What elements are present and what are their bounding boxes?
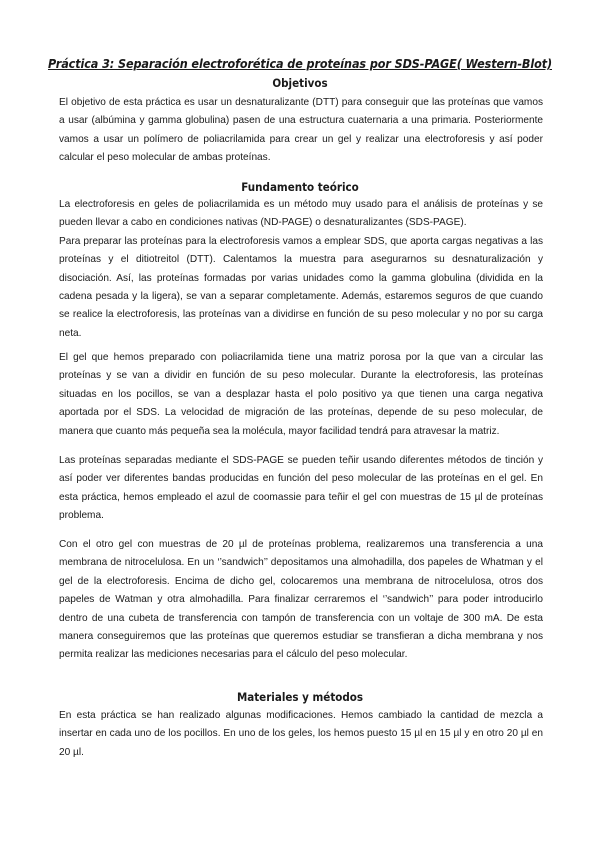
paragraph-fundamento-3 [59, 452, 543, 526]
document-title: Práctica 3: Separación electroforética de proteínas por SDS-PAGE( Western-Blot) [47, 57, 553, 71]
paragraph-materiales [59, 707, 543, 762]
paragraph-objetivos [59, 94, 543, 168]
paragraph-text: Las proteínas separadas mediante el SDS-PAGE se pueden teñir usando diferentes métodos de tinción y así poder ver diferentes bandas producidas en función del peso molecular de las proteínas en el gel. En esta práctica, hemos empleado el azul de coomassie para teñir el gel con muestras de 15 µl de proteínas problema. [59, 455, 543, 522]
paragraph-text: En esta práctica se han realizado algunas modificaciones. Hemos cambiado la cantidad de mezcla a insertar en cada uno de los pocillos. En uno de los geles, los hemos puesto 15 µl en 15 µl y en otro 20 µl en 20 µl. [59, 710, 543, 758]
paragraph-text: Para preparar las proteínas para la electroforesis vamos a emplear SDS, que aporta cargas negativas a las proteínas y el ditiotreitol (DTT). Calentamos la muestra para asegurarnos su desnaturalización y disociación. Así, las proteínas formadas por varias unidades como la gamma globulina (dividida en la cadena pesada y la ligera), se van a separar completamente. Además, estaremos seguros de que cuando se realice la electroforesis, las proteínas van a dividirse en función de su peso molecular y no por su carga neta. [59, 235, 543, 339]
paragraph-text: El gel que hemos preparado con poliacrilamida tiene una matriz porosa por la que van a circular las proteínas y se van a dividir en función de su peso molecular. Durante la electroforesis, las proteínas situadas en los pocillos, se van a desplazar hasta el polo positivo ya que tienen una carga negativa aportada por el SDS. La velocidad de migración de las proteínas, depende de su peso molecular, de manera que cuanto más pequeña sea la molécula, mayor facilidad tendrá para atravesar la matriz. [59, 352, 543, 437]
paragraph-text: El objetivo de esta práctica es usar un desnaturalizante (DTT) para conseguir que las proteínas que vamos a usar (albúmina y gamma globulina) pasen de una estructura cuaternaria a una primaria. Posteriormente vamos a usar un polímero de poliacrilamida para crear un gel y realizar una electroforesis y así poder calcular el peso molecular de ambas proteínas. [59, 97, 543, 164]
heading-materiales: Materiales y métodos [236, 690, 364, 704]
heading-objetivos: Objetivos [272, 76, 328, 90]
heading-fundamento: Fundamento teórico [241, 180, 359, 194]
paragraph-fundamento-4 [59, 536, 543, 665]
paragraph-fundamento-1 [59, 196, 543, 343]
paragraph-text: Con el otro gel con muestras de 20 µl de proteínas problema, realizaremos una transferencia a una membrana de nitrocelulosa. En un ‘’sandwich’’ depositamos una almohadilla, dos papeles de Whatman y el gel de la electroforesis. Encima de dicho gel, colocaremos una membrana de nitrocelulosa, otros dos papeles de Watman y otra almohadilla. Para finalizar cerraremos el ‘’sandwich’’ para poder introducirlo dentro de una cubeta de transferencia con tampón de transferencia con un voltaje de 300 mA. De esta manera conseguiremos que las proteínas que queremos estudiar se transfieran a dicha membrana y nos permita realizar las mediciones necesarias para el cálculo del peso molecular. [59, 539, 543, 661]
paragraph-fundamento-2 [59, 349, 543, 441]
paragraph-text: La electroforesis en geles de poliacrilamida es un método muy usado para el análisis de proteínas y se pueden llevar a cabo en condiciones nativas (ND-PAGE) o desnaturalizantes (SDS-PAGE). [59, 199, 543, 229]
